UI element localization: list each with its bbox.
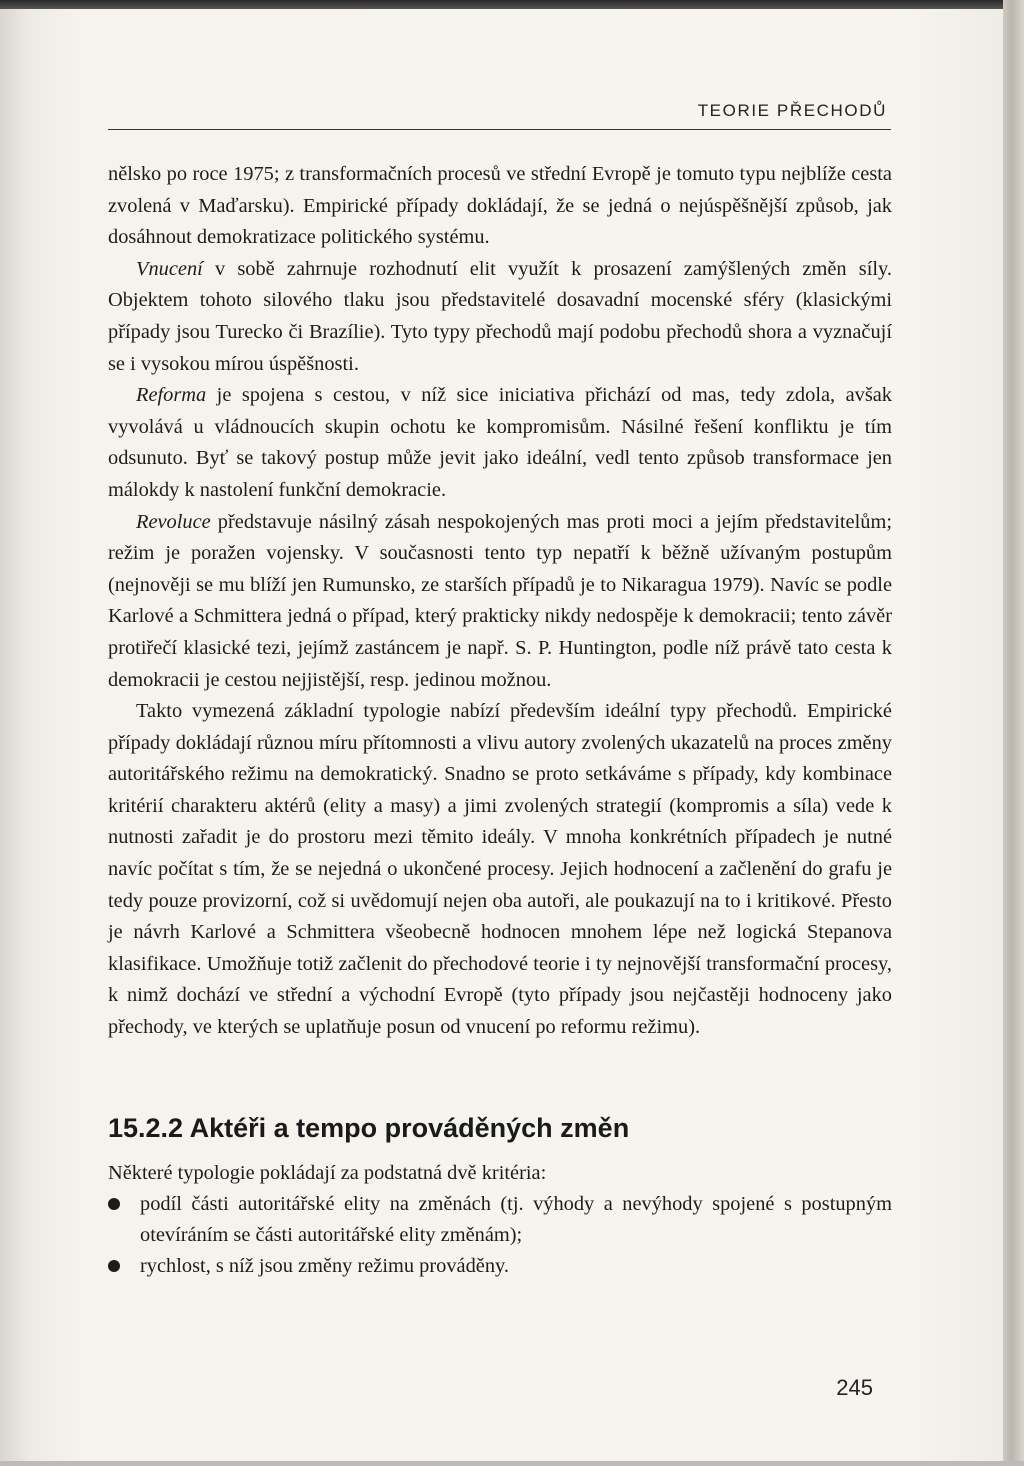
section-body bbox=[108, 1158, 892, 1282]
paragraph-typologie: Takto vymezená základní typologie nabízí především ideální typy přechodů. Empirické případy dokládají různou míru přítomnosti a vlivu autory zvolených ukazatelů na proces změny autoritářského režimu na demokratický. Snadno se proto setkáváme s případy, kdy kombinace kritérií charakteru aktérů (elity a masy) a jimi zvolených strategií (kompromis a síla) vede k nutnosti zařadit je do prostoru mezi těmito ideály. V mnoha konkrétních případech je nutné navíc počítat s tím, že se nejedná o ukončené procesy. Jejich hodnocení a začlenění do grafu je tedy pouze provizorní, což si uvědomují nejen oba autoři, ale poukazují na to i kritikové. Přesto je návrh Karlové a Schmittera všeobecně hodnocen mnohem lépe než logická Stepanova klasifikace. Umožňuje totiž začlenit do přechodové teorie i ty nejnovější transformační procesy, k nimž dochází ve střední a východní Evropě (tyto případy jsou nejčastěji hodnoceny jako přechody, ve kterých se uplatňuje posun od vnucení po reformu režimu). bbox=[108, 700, 892, 1039]
running-head: TEORIE PŘECHODŮ bbox=[697, 101, 887, 120]
bullet-icon bbox=[108, 1260, 120, 1272]
header-rule bbox=[108, 129, 891, 130]
term-reforma: Reforma bbox=[136, 384, 207, 407]
paragraph-reforma bbox=[108, 380, 892, 506]
list-item-text: rychlost, s níž jsou změny režimu prováděny. bbox=[140, 1255, 510, 1277]
paragraph-1: nělsko po roce 1975; z transformačních procesů ve střední Evropě je tomuto typu nejblíže cesta zvolená v Maďarsku). Empirické případy dokládají, že se jedná o nejúspěšnější způsob, jak dosáhnout demokratizace politického systému. bbox=[108, 163, 892, 249]
paragraph-revoluce bbox=[108, 507, 892, 697]
paragraph-vnuceni bbox=[108, 254, 892, 380]
paragraph-vnuceni-text: v sobě zahrnuje rozhodnutí elit využít k prosazení zamýšlených změn síly. Objektem tohoto silového tlaku jsou představitelé dosavadní mocenské sféry (klasickými případy jsou Turecko či Brazílie). Tyto typy přechodů mají podobu přechodů shora a vyznačují se i vysokou mírou úspěšnosti. bbox=[108, 257, 892, 375]
page-number: 245 bbox=[836, 1375, 873, 1400]
scan-top-edge bbox=[0, 0, 1024, 9]
section-heading: 15.2.2 Aktéři a tempo prováděných změn bbox=[108, 1113, 630, 1143]
section-intro: Některé typologie pokládají za podstatná dvě kritéria: bbox=[108, 1162, 547, 1184]
paragraph-revoluce-text: představuje násilný zásah nespokojených mas proti moci a jejím představitelům; režim je poražen vojensky. V současnosti tento typ nepatří k běžně užívaným postupům (nejnověji se mu blíží jen Rumunsko, ze starších případů je to Nikaragua 1979). Navíc se podle Karlové a Schmittera jedná o případ, který prakticky nikdy nedospěje k demokracii; tento závěr protiřečí klasické tezi, jejímž zastáncem je např. S. P. Huntington, podle níž právě tato cesta k demokracii je cestou nejjistější, resp. jedinou možnou. bbox=[108, 510, 892, 691]
term-vnuceni: Vnucení bbox=[136, 257, 203, 280]
body-text bbox=[108, 159, 892, 1044]
term-revoluce: Revoluce bbox=[136, 510, 211, 533]
paragraph-reforma-text: je spojena s cestou, v níž sice iniciativa přichází od mas, tedy zdola, avšak vyvolává u vládnoucích skupin ochotu ke kompromisům. Násilné řešení konfliktu je tím odsunuto. Byť se takový postup může jevit jako ideální, vedl tento způsob transformace jen málokdy k nastolení funkční demokracie. bbox=[108, 384, 892, 501]
page-edge bbox=[1003, 0, 1024, 1466]
list-item bbox=[108, 1251, 892, 1282]
list-item-text: podíl části autoritářské elity na změnách (tj. výhody a nevýhody spojené s postupným otevíráním se části autoritářské elity změnám); bbox=[140, 1193, 892, 1246]
bullet-icon bbox=[108, 1198, 120, 1210]
scan-bottom-edge bbox=[0, 1461, 1024, 1466]
book-page bbox=[0, 9, 1003, 1461]
list-item bbox=[108, 1189, 892, 1251]
